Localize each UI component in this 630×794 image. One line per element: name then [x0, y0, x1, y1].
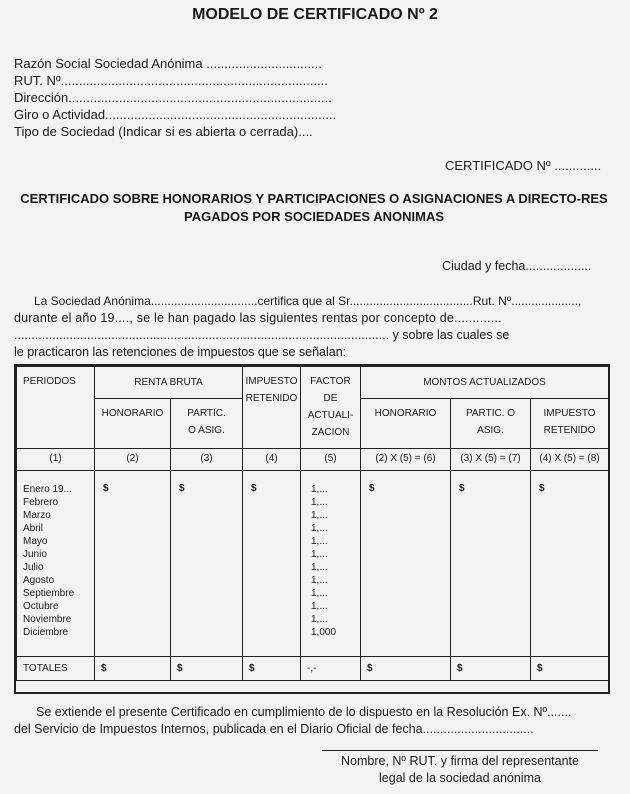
field-giro: Giro o Actividad................................................................	[14, 107, 337, 122]
header-impuesto-retenido: IMPUESTO RETENIDO	[243, 367, 301, 449]
body-line-1: La Sociedad Anónima................................certifica que al Sr.....................................Rut. Nº....................,	[34, 294, 582, 308]
dollar-sign: $	[95, 471, 171, 657]
city-date: Ciudad y fecha...................	[442, 259, 592, 273]
month-label: Junio	[23, 549, 47, 560]
factor-value: 1,...	[311, 536, 328, 547]
factor-value: 1,000	[311, 627, 337, 638]
factor-cell	[301, 471, 361, 657]
month-label: Enero 19...	[23, 484, 72, 495]
month-label: Febrero	[23, 497, 59, 508]
rentas-table	[16, 366, 609, 681]
field-tipo-sociedad: Tipo de Sociedad (Indicar si es abierta o cerrada)....	[14, 124, 313, 139]
signature-label-2: legal de la sociedad anónima	[379, 771, 541, 785]
col-number: (3) X (5) = (7)	[451, 449, 531, 471]
factor-value: 1,...	[311, 523, 328, 534]
factor-value: 1,...	[311, 484, 328, 495]
header-impuesto-actualizado: IMPUESTO RETENIDO	[531, 399, 609, 449]
col-number: (2) X (5) = (6)	[361, 449, 451, 471]
field-razon-social: Razón Social Sociedad Anónima ................................	[14, 56, 322, 71]
field-rut: RUT. Nº..........................................................................	[14, 73, 328, 88]
header-renta-bruta: RENTA BRUTA	[95, 367, 243, 399]
month-label: Marzo	[23, 510, 51, 521]
totales-label: TOTALES	[17, 657, 95, 681]
total-dollar: $	[451, 657, 531, 681]
total-dollar: $	[171, 657, 243, 681]
factor-value: 1,...	[311, 614, 328, 625]
header-honorario: HONORARIO	[95, 399, 171, 449]
factor-value: 1,...	[311, 510, 328, 521]
month-label: Agosto	[23, 575, 55, 586]
factor-value: 1,...	[311, 601, 328, 612]
month-label: Mayo	[23, 536, 48, 547]
field-direccion: Dirección.........................................................................	[14, 90, 332, 105]
dollar-sign: $	[171, 471, 243, 657]
footer-line-2: del Servicio de Impuestos Internos, publicada en el Diario Oficial de fecha................................	[14, 722, 534, 736]
signature-label-1: Nombre, Nº RUT. y firma del representante	[341, 754, 579, 768]
col-number: (1)	[17, 449, 95, 471]
factor-value: 1,...	[311, 549, 328, 560]
month-label: Diciembre	[23, 627, 69, 638]
header-partic-actualizado: PARTIC. O ASIG.	[451, 399, 531, 449]
total-dollar: $	[531, 657, 609, 681]
factor-value: 1,...	[311, 562, 328, 573]
col-number: (4) X (5) = (8)	[531, 449, 609, 471]
month-label: Julio	[23, 562, 44, 573]
factor-total: -,-	[301, 657, 361, 681]
certificate-main-title: CERTIFICADO SOBRE HONORARIOS Y PARTICIPACIONES O ASIGNACIONES A DIRECTO-RES PAGADOS POR SOCIEDADES ANONIMAS	[20, 191, 608, 224]
dollar-sign: $	[451, 471, 531, 657]
col-number: (5)	[301, 449, 361, 471]
month-label: Septiembre	[23, 588, 75, 599]
col-number: (3)	[171, 449, 243, 471]
header-partic: PARTIC. O ASIG.	[171, 399, 243, 449]
month-label: Abril	[23, 523, 44, 534]
total-dollar: $	[243, 657, 301, 681]
footer-line-1: Se extiende el presente Certificado en cumplimiento de lo dispuesto en la Resolución Ex. Nº.......	[36, 705, 572, 719]
header-honorario-actualizado: HONORARIO	[361, 399, 451, 449]
header-factor: FACTOR DE ACTUALI-ZACION	[301, 367, 361, 449]
dollar-sign: $	[361, 471, 451, 657]
dollar-sign: $	[531, 471, 609, 657]
body-line-3: ............................................................................................................ y sobre las cuales se	[14, 328, 510, 342]
certificate-number: CERTIFICADO Nº .............	[445, 158, 602, 173]
signature-line	[322, 750, 598, 751]
col-number: (2)	[95, 449, 171, 471]
col-number: (4)	[243, 449, 301, 471]
total-dollar: $	[361, 657, 451, 681]
dollar-sign: $	[243, 471, 301, 657]
factor-value: 1,...	[311, 588, 328, 599]
factor-value: 1,...	[311, 497, 328, 508]
body-line-2: durante el año 19...., se le han pagado las siguientes rentas por concepto de.............	[14, 311, 502, 325]
total-dollar: $	[95, 657, 171, 681]
header-periodos: PERIODOS	[17, 367, 95, 449]
body-line-4: le practicaron las retenciones de impuestos que se señalan:	[14, 345, 347, 359]
page-title: MODELO DE CERTIFICADO Nº 2	[192, 6, 438, 23]
factor-value: 1,...	[311, 575, 328, 586]
months-cell	[17, 471, 95, 657]
month-label: Octubre	[23, 601, 59, 612]
month-label: Noviembre	[23, 614, 72, 625]
header-montos-actualizados: MONTOS ACTUALIZADOS	[361, 367, 609, 399]
